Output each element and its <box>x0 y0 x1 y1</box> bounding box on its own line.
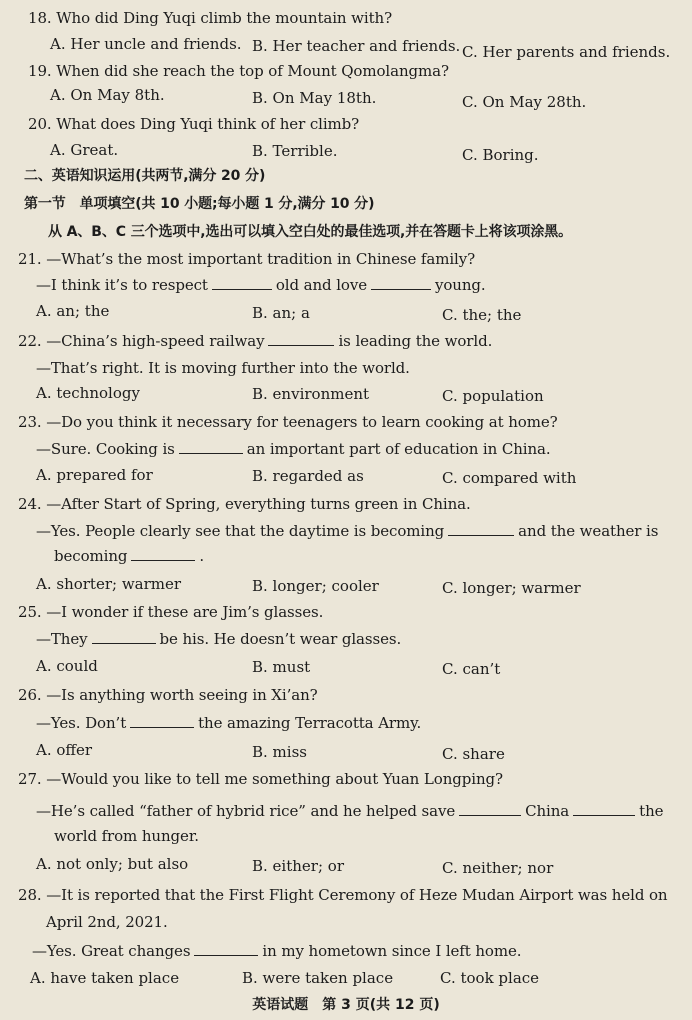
q23-line-2: —Sure. Cooking is an important part of education in China. <box>36 440 551 458</box>
q22-line-2: —That’s right. It is moving further into the world. <box>36 359 410 377</box>
q28-line-3: —Yes. Great changes in my hometown since I left home. <box>32 942 522 960</box>
q27-option-a: A. not only; but also <box>36 855 189 873</box>
q21-line-2: —I think it’s to respect old and love young. <box>36 276 486 294</box>
q19-option-b: B. On May 18th. <box>252 89 377 107</box>
q26-line-1: 26. —Is anything worth seeing in Xi’an? <box>18 686 318 704</box>
answer-blank <box>130 713 194 728</box>
q23-option-b: B. regarded as <box>252 467 364 485</box>
q21-option-b: B. an; a <box>252 304 310 322</box>
answer-blank <box>459 801 521 816</box>
q28-line-2: April 2nd, 2021. <box>46 913 168 931</box>
q27-line-3: world from hunger. <box>54 827 199 845</box>
q24-option-a: A. shorter; warmer <box>36 575 182 593</box>
q27-line-1: 27. —Would you like to tell me something about Yuan Longping? <box>18 770 503 788</box>
q18-option-a: A. Her uncle and friends. <box>50 35 242 53</box>
answer-blank <box>573 801 635 816</box>
q28-option-b: B. were taken place <box>242 969 394 987</box>
answer-blank <box>92 629 156 644</box>
answer-blank <box>212 275 272 290</box>
q26-option-a: A. offer <box>36 741 93 759</box>
q23-line-1: 23. —Do you think it necessary for teenagers to learn cooking at home? <box>18 413 558 431</box>
q27-option-b: B. either; or <box>252 857 344 875</box>
q25-option-a: A. could <box>36 657 98 675</box>
q18-option-c: C. Her parents and friends. <box>462 43 671 61</box>
q22-option-a: A. technology <box>36 384 140 402</box>
part-1-instructions: 从 A、B、C 三个选项中,选出可以填入空白处的最佳选项,并在答题卡上将该项涂黑。 <box>48 224 573 240</box>
q26-line-2: —Yes. Don’t the amazing Terracotta Army. <box>36 714 422 732</box>
q21-line-1: 21. —What’s the most important tradition in Chinese family? <box>18 250 476 268</box>
q24-option-b: B. longer; cooler <box>252 577 379 595</box>
answer-blank <box>448 521 514 536</box>
q28-option-c: C. took place <box>440 969 540 987</box>
page-footer: 英语试题 第 3 页(共 12 页) <box>252 997 440 1013</box>
q26-option-c: C. share <box>442 745 505 763</box>
q26-option-b: B. miss <box>252 743 307 761</box>
q18-option-b: B. Her teacher and friends. <box>252 37 461 55</box>
answer-blank <box>371 275 431 290</box>
q27-option-c: C. neither; nor <box>442 859 554 877</box>
q28-option-a: A. have taken place <box>30 969 180 987</box>
q24-option-c: C. longer; warmer <box>442 579 581 597</box>
q19-stem: 19. When did she reach the top of Mount Qomolangma? <box>28 62 449 80</box>
q20-option-a: A. Great. <box>50 141 119 159</box>
q25-line-1: 25. —I wonder if these are Jim’s glasses. <box>18 603 324 621</box>
q24-line-3: becoming . <box>54 547 205 565</box>
q24-line-2: —Yes. People clearly see that the daytime is becoming and the weather is <box>36 522 659 540</box>
q20-option-c: C. Boring. <box>462 146 539 164</box>
q25-line-2: —They be his. He doesn’t wear glasses. <box>36 630 402 648</box>
q20-option-b: B. Terrible. <box>252 142 338 160</box>
q27-line-2: —He’s called “father of hybrid rice” and he helped save China the <box>36 802 664 820</box>
q22-line-1: 22. —China’s high-speed railway is leading the world. <box>18 332 493 350</box>
q22-option-b: B. environment <box>252 385 370 403</box>
q28-line-1: 28. —It is reported that the First Flight Ceremony of Heze Mudan Airport was held on <box>18 886 668 904</box>
q19-option-c: C. On May 28th. <box>462 93 587 111</box>
answer-blank <box>131 546 195 561</box>
q21-option-c: C. the; the <box>442 306 522 324</box>
q24-line-1: 24. —After Start of Spring, everything turns green in China. <box>18 495 471 513</box>
q25-option-c: C. can’t <box>442 660 501 678</box>
q23-option-a: A. prepared for <box>36 466 153 484</box>
q21-option-a: A. an; the <box>36 302 110 320</box>
part-1-title: 第一节 单项填空(共 10 小题;每小题 1 分,满分 10 分) <box>24 196 375 212</box>
q25-option-b: B. must <box>252 658 311 676</box>
q22-option-c: C. population <box>442 387 544 405</box>
answer-blank <box>179 439 243 454</box>
q18-stem: 18. Who did Ding Yuqi climb the mountain with? <box>28 9 393 27</box>
q23-option-c: C. compared with <box>442 469 577 487</box>
q20-stem: 20. What does Ding Yuqi think of her climb? <box>28 115 360 133</box>
answer-blank <box>194 941 258 956</box>
section-2-title: 二、英语知识运用(共两节,满分 20 分) <box>24 168 266 184</box>
answer-blank <box>268 331 334 346</box>
q19-option-a: A. On May 8th. <box>50 86 165 104</box>
